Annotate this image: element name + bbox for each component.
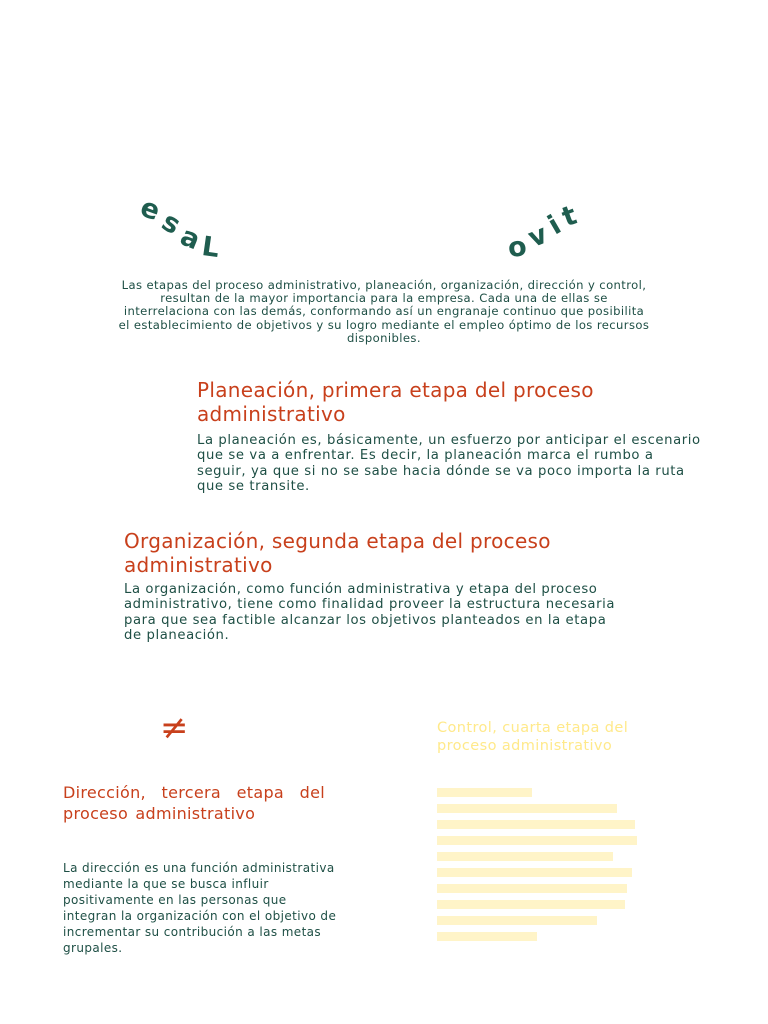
faded-text-lines [437, 788, 642, 953]
curved-letter: L [199, 230, 222, 265]
curved-letter: t [558, 199, 581, 234]
curved-letter: i [542, 209, 567, 242]
curved-letter: a [175, 220, 205, 257]
intro-paragraph: Las etapas del proceso administrativo, planeación, organización, dirección y control, resultan de la mayor importancia para la empresa. Cada una de ellas se interrelaciona con las demás, conformando así un engranaje continuo que posibilita el establecimiento de objetivos y su logro mediante el empleo óptimo de los recursos disponibles. [118, 278, 650, 345]
organizacion-body: La organización, como función administrativa y etapa del proceso administrativo, tiene como finalidad proveer la estructura necesaria para que sea factible alcanzar los objetivos planteados en la etapa de planeación. [124, 582, 616, 644]
planeacion-body: La planeación es, básicamente, un esfuerzo por anticipar el escenario que se va a enfrentar. Es decir, la planeación marca el rumbo a seguir, ya que si no se sabe hacia dónde se va poco importa la ruta que se transite. [197, 433, 701, 495]
control-heading: Control, cuarta etapa del proceso administrativo [437, 720, 629, 754]
curved-letter: v [523, 218, 552, 255]
direccion-heading: Dirección, tercera etapa del proceso administrativo [63, 783, 325, 823]
organizacion-heading: Organización, segunda etapa del proceso administrativo [124, 529, 551, 577]
curved-letter: s [156, 206, 186, 241]
curved-letter: e [136, 191, 165, 228]
curved-letter: o [505, 230, 529, 265]
not-equal-icon: ≠ [160, 708, 189, 748]
planeacion-heading: Planeación, primera etapa del proceso administrativo [197, 378, 594, 426]
direccion-body: La dirección es una función administrativa mediante la que se busca influir positivamente en las personas que integran la organización con el objetivo de incrementar su contribución a las metas grupales. [63, 861, 337, 955]
control-body-faded [437, 788, 642, 953]
